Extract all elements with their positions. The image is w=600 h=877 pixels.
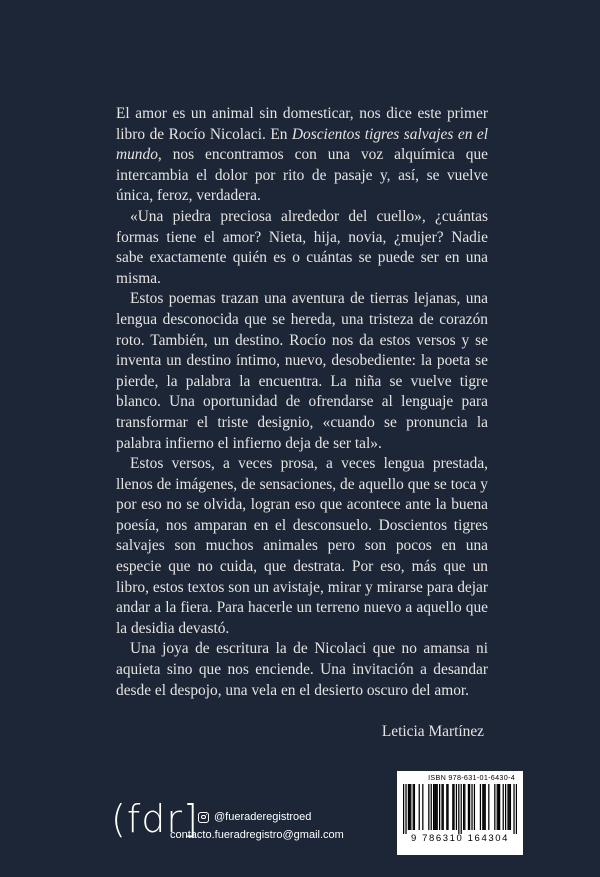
instagram-row	[170, 810, 344, 824]
barcode-bar	[494, 784, 495, 830]
blurb-paragraph-2: «Una piedra preciosa alrededor del cuello», ¿cuántas formas tiene el amor? Nieta, hija, novia, ¿mujer? Nadie sabe exactamente quién es o cuántas se puede ser en una misma.	[116, 207, 488, 287]
barcode-bar	[405, 784, 406, 834]
barcode-bar	[513, 784, 514, 834]
back-cover-blurb	[116, 104, 488, 701]
barcode-bar	[516, 784, 517, 834]
barcode-bar	[480, 784, 481, 830]
email-address: contacto.fueradregistro@gmail.com	[170, 829, 344, 841]
barcode-bar	[433, 784, 434, 830]
barcode-bars	[403, 784, 517, 834]
email-row	[170, 828, 344, 842]
barcode-bar	[468, 784, 469, 830]
blurb-paragraph-1	[116, 104, 488, 207]
barcode-bar	[408, 784, 409, 830]
book-title: Doscientos tigres salvajes en el mundo	[116, 125, 488, 164]
barcode-bar	[458, 784, 459, 834]
barcode-bar	[435, 784, 436, 830]
barcode-bar	[463, 784, 464, 830]
barcode-bar	[474, 784, 475, 830]
publisher-contact	[170, 810, 344, 846]
barcode-bar	[410, 784, 411, 830]
barcode-bar	[461, 784, 462, 834]
barcode-bar	[443, 784, 444, 830]
signature: Leticia Martínez	[381, 723, 484, 740]
barcode-bar	[505, 784, 506, 830]
blurb-p1-start: El amor es un animal sin domesticar, nos dice este primer libro de Rocío Nicolaci. En	[116, 105, 488, 143]
barcode-bar	[409, 784, 410, 830]
instagram-icon	[198, 812, 209, 823]
barcode-bar	[464, 784, 465, 830]
isbn-barcode	[397, 771, 523, 855]
blurb-paragraph-4: Estos versos, a veces prosa, a veces lengua prestada, llenos de imágenes, de sensaciones, de aquello que se toca y por eso no se olvida, logran eso que acontece ante la buena poesía, nos amparan en el desconsuelo. Doscientos tigres salvajes son muchos animales pero son pocos en una especie que no cuida, que destrata. Por eso, más que un libro, estos textos son un avistaje, mirar y mirarse para dejar andar a la fiera. Para hacerle un terreno nuevo a aquello que la desidia devastó.	[116, 455, 488, 637]
blurb-paragraph-5: Una joya de escritura la de Nicolaci que no amansa ni aquieta sino que nos enciende. Una invitación a desandar desde el despojo, una vela en el desierto oscuro del amor.	[116, 640, 488, 699]
barcode-bar	[434, 784, 435, 830]
barcode-bar	[499, 784, 500, 830]
barcode-bar	[509, 784, 510, 830]
publisher-logo: (fdr]	[111, 797, 199, 841]
barcode-bar	[422, 784, 423, 830]
instagram-handle: @fueraderegistroed	[214, 811, 312, 823]
barcode-bar	[428, 784, 429, 830]
barcode-bar	[498, 784, 499, 830]
barcode-bar	[471, 784, 472, 830]
barcode-bar	[483, 784, 484, 830]
barcode-bar	[419, 784, 420, 830]
barcode-bar	[413, 784, 414, 830]
barcode-bar	[482, 784, 483, 830]
barcode-bar	[497, 784, 498, 830]
barcode-bar	[485, 784, 486, 830]
isbn-label: ISBN 978-631-01-6430-4	[428, 773, 515, 782]
barcode-bar	[439, 784, 440, 830]
barcode-bar	[414, 784, 415, 830]
barcode-bar	[488, 784, 489, 830]
barcode-bar	[469, 784, 470, 830]
blurb-p1-end: , nos encontramos con una voz alquímica que intercambia el dolor por rito de pasaje y, así, se vuelve única, feroz, verdadera.	[116, 146, 488, 205]
barcode-bar	[447, 784, 448, 830]
barcode-bar	[431, 784, 432, 830]
barcode-bar	[503, 784, 504, 830]
barcode-bar	[446, 784, 447, 830]
barcode-bar	[507, 784, 508, 830]
barcode-bar	[441, 784, 442, 830]
barcode-bar	[510, 784, 511, 830]
barcode-bar	[456, 784, 457, 830]
barcode-bar	[403, 784, 404, 834]
barcode-bar	[453, 784, 454, 830]
barcode-bar	[452, 784, 453, 830]
isbn-digits: 9 786310 164304	[411, 833, 509, 844]
blurb-paragraph-3: Estos poemas trazan una aventura de tierras lejanas, una lengua desconocida que se hereda, una tristeza de corazón roto. También, un destino. Rocío nos da estos versos y se inventa un destino íntimo, nuevo, desobediente: la poeta se pierde, la palabra la encuentra. La niña se vuelve tigre blanco. Una oportunidad de ofrendarse al lenguaje para transformar el triste designio, «cuando se pronuncia la palabra infierno el infierno deja de ser tal».	[116, 290, 488, 452]
barcode-bar	[437, 784, 438, 830]
